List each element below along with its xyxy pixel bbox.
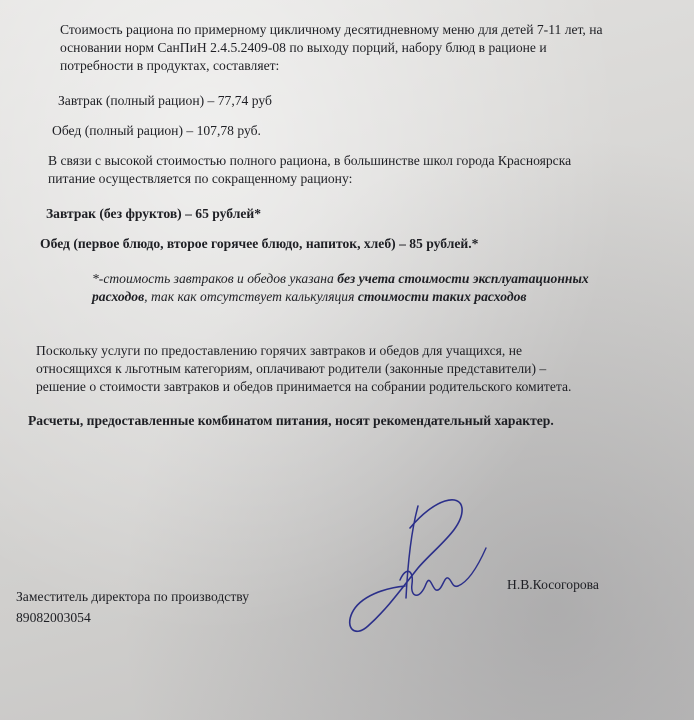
- signatory-position: Заместитель директора по производству: [16, 589, 250, 604]
- parents-line-3: решение о стоимости завтраков и обедов принимается на собрании родительского комитета.: [36, 379, 572, 394]
- footnote-line-1: [92, 270, 589, 288]
- breakfast-reduced-price: Завтрак (без фруктов) – 65 рублей*: [46, 206, 262, 221]
- breakfast-full-price: Завтрак (полный рацион) – 77,74 руб: [58, 93, 272, 108]
- footnote-line-2-text: , так как отсутствует калькуляция: [144, 289, 358, 304]
- lunch-reduced-price: Обед (первое блюдо, второе горячее блюдо, напиток, хлеб) – 85 рублей.*: [40, 236, 479, 251]
- signatory-name: Н.В.Косогорова: [507, 577, 599, 592]
- parents-line-2: относящихся к льготным категориям, оплачивают родители (законные представители) –: [36, 361, 547, 376]
- recommendation-note: Расчеты, предоставленные комбинатом питания, носят рекомендательный характер.: [28, 413, 554, 428]
- intro-line-3: потребности в продуктах, составляет:: [60, 58, 280, 73]
- reduced-line-2: питание осуществляется по сокращенному рациону:: [48, 171, 353, 186]
- handwritten-signature: [340, 488, 490, 638]
- signatory-phone: 89082003054: [16, 610, 91, 625]
- footnote-emphasis-3: стоимости таких расходов: [357, 289, 527, 304]
- reduced-line-1: В связи с высокой стоимостью полного рациона, в большинстве школ города Красноярска: [48, 153, 572, 168]
- footnote-emphasis-1: без учета стоимости эксплуатационных: [337, 271, 589, 286]
- parents-line-1: Поскольку услуги по предоставлению горячих завтраков и обедов для учащихся, не: [36, 343, 523, 358]
- footnote-emphasis-2: расходов: [92, 289, 145, 304]
- intro-line-1: Стоимость рациона по примерному цикличному десятидневному меню для детей 7-11 лет, на: [60, 22, 603, 37]
- lunch-full-price: Обед (полный рацион) – 107,78 руб.: [52, 123, 261, 138]
- footnote-line-2: [92, 288, 526, 306]
- intro-line-2: основании норм СанПиН 2.4.5.2409-08 по выходу порций, набору блюд в рационе и: [60, 40, 547, 55]
- footnote-line-1-text: *-стоимость завтраков и обедов указана: [92, 271, 338, 286]
